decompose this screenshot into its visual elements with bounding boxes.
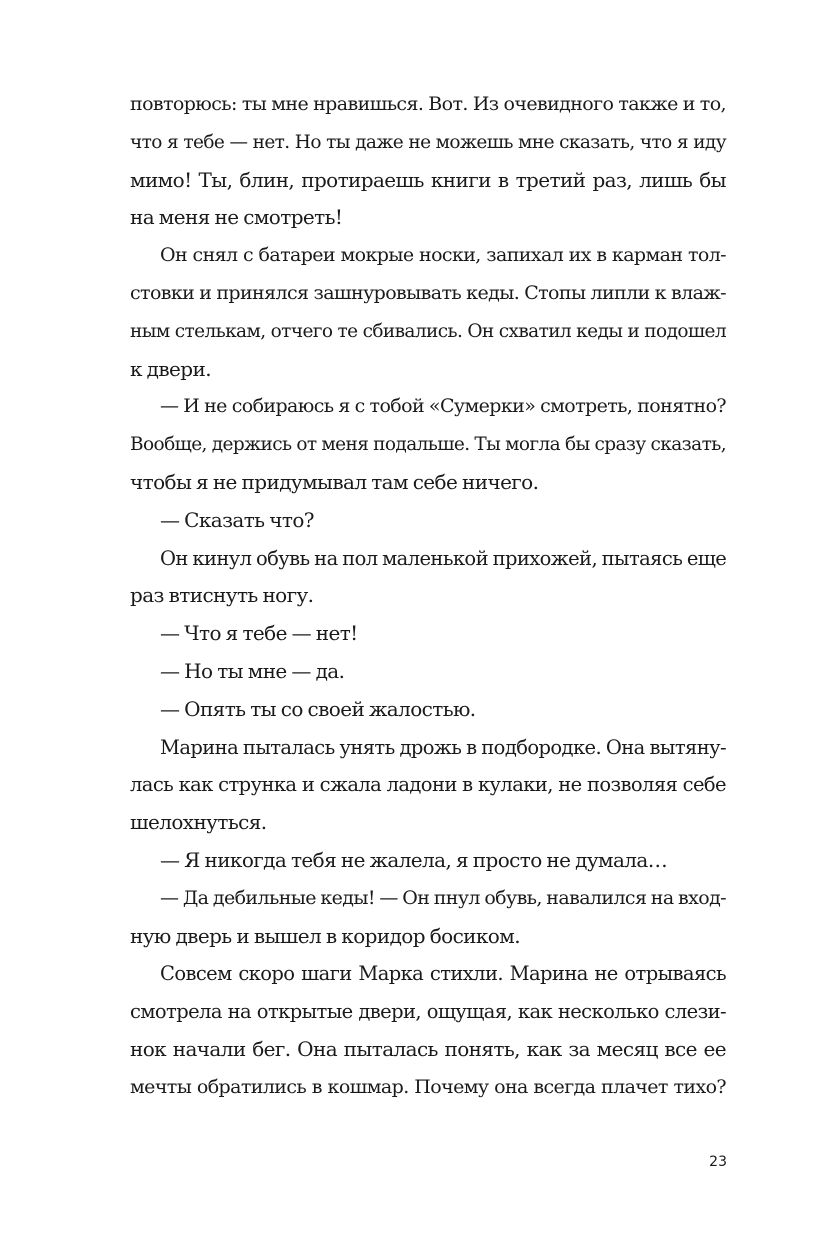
text-line: стовки и принялся зашнуровывать кеды. Стопы липли к влаж- — [130, 281, 726, 304]
text-line: смотрела на открытые двери, ощущая, как несколько слези- — [130, 1000, 726, 1024]
text-line: — Что я тебе — нет! — [160, 621, 358, 646]
text-line: — Сказать что? — [160, 507, 314, 532]
text-line: Вообще, держись от меня подальше. Ты могла бы сразу сказать, — [130, 434, 726, 456]
text-line: ную дверь и вышел в коридор босиком. — [130, 923, 520, 948]
text-line: шелохнуться. — [130, 810, 267, 835]
text-line: ным стелькам, отчего те сбивались. Он схватил кеды и подошел — [130, 320, 726, 342]
text-line: Марина пыталась унять дрожь в подбородке. Она вытяну- — [160, 735, 726, 759]
page-number: 23 — [709, 1154, 727, 1170]
text-line: нок начали бег. Она пыталась понять, как за месяц все ее — [130, 1036, 726, 1061]
text-line: раз втиснуть ногу. — [130, 583, 314, 608]
text-line: лась как струнка и сжала ладони в кулаки, не позволяя себе — [130, 773, 726, 797]
text-line: мимо! Ты, блин, протираешь книги в третий раз, лишь бы — [130, 167, 726, 192]
text-line: мечты обратились в кошмар. Почему она всегда плачет тихо? — [130, 1075, 726, 1098]
text-line: Совсем скоро шаги Марка стихли. Марина не отрываясь — [160, 962, 726, 986]
text-line: — Опять ты со своей жалостью. — [160, 696, 476, 721]
text-line: — Но ты мне — да. — [160, 658, 345, 683]
text-line: к двери. — [130, 356, 211, 381]
text-line: — И не собираюсь я с тобой «Сумерки» смотреть, понятно? — [160, 395, 726, 418]
text-line: что я тебе — нет. Но ты даже не можешь мне сказать, что я иду — [130, 131, 726, 153]
text-line: на меня не смотреть! — [130, 205, 343, 230]
body-text — [130, 86, 726, 1107]
text-line: Он кинул обувь на пол маленькой прихожей, пытаясь еще — [160, 546, 727, 570]
text-line: чтобы я не придумывал там себе ничего. — [130, 469, 539, 494]
text-line: повторюсь: ты мне нравишься. Вот. Из очевидного также и то, — [130, 93, 726, 115]
text-line: — Да дебильные кеды! — Он пнул обувь, навалился на вход- — [160, 886, 726, 909]
text-line: — Я никогда тебя не жалела, я просто не думала… — [160, 847, 668, 872]
text-line: Он снял с батареи мокрые носки, запихал их в карман тол- — [160, 244, 726, 267]
